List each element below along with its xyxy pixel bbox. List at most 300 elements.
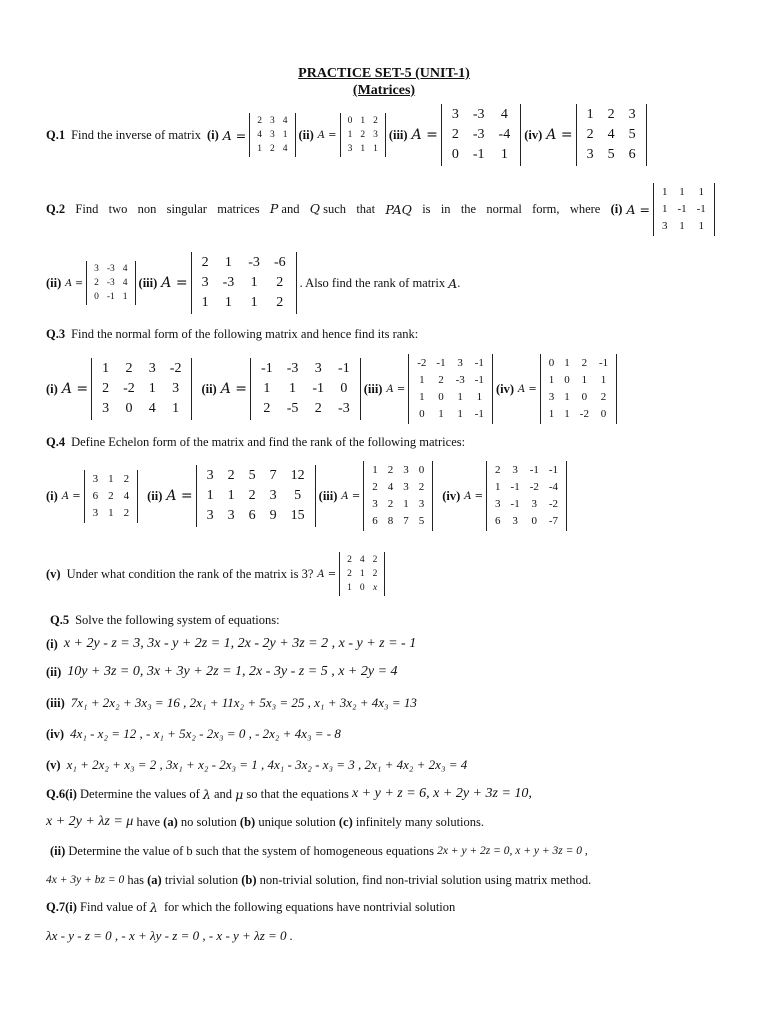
matrix-row (253, 128, 291, 142)
matrix-cell: 3 (347, 144, 353, 154)
q2-tail-var: A (448, 275, 458, 291)
matrix-cell: 3 (270, 116, 275, 126)
matrix-cell: -1 (312, 381, 325, 396)
matrix-cell: 1 (224, 255, 232, 270)
matrix-cell: 2 (438, 374, 444, 386)
matrix-cell: 3 (227, 508, 235, 523)
matrix-cell: 12 (290, 468, 305, 483)
matrix-cell: 3 (148, 361, 156, 376)
matrix-row (88, 505, 135, 522)
matrix-cell: 2 (451, 127, 459, 142)
matrix-cell: 2 (314, 401, 322, 416)
matrix-cell: 1 (373, 144, 378, 154)
q1-matrix (576, 104, 647, 166)
matrix-cell: 3 (92, 472, 99, 485)
q4-v-lhs: A = (317, 568, 337, 580)
q2-lhs: A = (65, 277, 84, 289)
matrix-cell: 1 (661, 202, 668, 215)
matrix-table (412, 355, 489, 423)
question-3-matrices (46, 350, 620, 428)
matrix-row (544, 372, 613, 389)
matrix-row (195, 273, 293, 293)
matrix-cell: -1 (474, 408, 484, 420)
matrix-cell: 2 (276, 275, 284, 290)
matrix-cell: 1 (495, 481, 501, 493)
q4-part-label: (iv) (442, 488, 461, 503)
matrix-table (254, 359, 357, 419)
q2-var-paq: PAQ (385, 201, 412, 217)
matrix-row (254, 399, 357, 419)
q1-text: Find the inverse of matrix (71, 127, 201, 142)
matrix-row (544, 406, 613, 423)
q2-word: Find (75, 201, 99, 216)
matrix-row (90, 290, 131, 304)
matrix-cell: 0 (94, 292, 99, 302)
matrix-cell: 4 (122, 264, 128, 274)
matrix-cell: 2 (248, 488, 256, 503)
q5-part-label: (iv) (46, 726, 65, 741)
q2-word: is (422, 201, 431, 216)
matrix-cell: -3 (106, 278, 115, 288)
matrix-cell: -1 (472, 147, 485, 162)
matrix-cell: 2 (270, 144, 275, 154)
matrix-cell: -1 (106, 292, 115, 302)
matrix-cell: 1 (564, 391, 570, 403)
matrix-cell: 2 (372, 555, 378, 565)
matrix-cell: 2 (607, 107, 615, 122)
matrix-cell: 4 (282, 144, 288, 154)
matrix-cell: -1 (677, 202, 687, 215)
q1-matrix (441, 104, 521, 166)
matrix-cell: 4 (500, 107, 508, 122)
matrix-cell: -1 (338, 361, 350, 376)
matrix-cell: 1 (698, 185, 704, 198)
matrix-cell: 3 (418, 498, 425, 510)
matrix-table (490, 462, 563, 530)
matrix-cell: 4 (387, 481, 394, 493)
matrix-row (90, 276, 131, 290)
matrix-cell: 2 (263, 401, 271, 416)
matrix-cell: -3 (286, 361, 299, 376)
matrix-cell: 3 (172, 381, 180, 396)
matrix-row (412, 389, 489, 406)
matrix-cell: 1 (457, 408, 463, 420)
q2-var-q: Q (309, 201, 320, 216)
matrix-cell: 3 (586, 147, 594, 162)
matrix-row (343, 567, 381, 581)
matrix-row (490, 462, 563, 479)
matrix-cell: -3 (338, 401, 350, 416)
matrix-cell: -1 (510, 481, 520, 493)
matrix-row (657, 201, 711, 218)
q3-part-label: (i) (46, 381, 58, 396)
matrix-cell: 2 (102, 381, 110, 396)
q7-lambda: λ (149, 899, 158, 915)
matrix-cell: -3 (248, 255, 260, 270)
matrix-row (657, 218, 711, 235)
matrix-cell: -2 (417, 357, 427, 369)
q4-number: Q.4 (46, 434, 66, 449)
q5-part-label: (ii) (46, 664, 62, 679)
matrix-row (580, 145, 643, 165)
matrix-cell: 1 (548, 374, 555, 386)
matrix-cell: 3 (512, 464, 518, 476)
matrix-cell: -2 (123, 381, 135, 396)
matrix-cell: 3 (206, 508, 214, 523)
q1-lhs: A = (222, 127, 247, 143)
matrix-cell: 2 (418, 481, 425, 493)
matrix-row (88, 471, 135, 488)
q2-lhs: A = (161, 275, 188, 291)
matrix-cell: -1 (696, 202, 706, 215)
matrix-cell: 1 (548, 408, 555, 420)
matrix-row (367, 496, 429, 513)
q3-lhs: A = (386, 383, 406, 395)
matrix-table (544, 355, 613, 423)
matrix-row (445, 125, 517, 145)
q3-lhs: A = (220, 381, 248, 397)
matrix-cell: 1 (500, 147, 508, 162)
matrix-table (445, 105, 517, 165)
matrix-row (90, 262, 131, 276)
q3-matrix (91, 358, 192, 420)
matrix-cell: 1 (564, 408, 570, 420)
q6-have: have (136, 814, 161, 829)
matrix-cell: 3 (548, 391, 555, 403)
matrix-cell: 7 (403, 515, 409, 527)
q6-mu: μ (235, 786, 244, 802)
matrix-row (95, 359, 188, 379)
q1-part-label: (iii) (388, 127, 408, 142)
matrix-cell: 6 (92, 489, 99, 502)
q1-lhs: A = (317, 129, 337, 141)
q5-equations: 4x₁ - x₂ = 12 , - x₁ + 5x₂ - 2x₃ = 0 , - 2x₂ + 4x₃ = - 8 (70, 726, 341, 741)
matrix-cell: 1 (102, 361, 110, 376)
q2-word: two (108, 201, 128, 216)
matrix-cell: 1 (257, 144, 262, 154)
q6-option-text: unique solution (258, 814, 336, 829)
q3-part-label: (iv) (495, 381, 514, 396)
matrix-cell: 2 (201, 255, 209, 270)
matrix-cell: -1 (510, 498, 520, 510)
matrix-cell: -1 (598, 357, 609, 369)
q6-option-label: (a) (163, 814, 178, 829)
matrix-cell: 2 (586, 127, 594, 142)
matrix-cell: 2 (257, 116, 262, 126)
q6-text: Determine the values of (80, 786, 200, 801)
q4-lhs: A = (61, 490, 81, 502)
matrix-cell: 3 (269, 488, 277, 503)
q3-text: Find the normal form of the following matrix and hence find its rank: (71, 326, 419, 341)
q2-tail: . Also find the rank of matrix (299, 275, 446, 290)
q5-text: Solve the following system of equations: (75, 612, 280, 627)
matrix-cell: 2 (360, 130, 366, 140)
q2-word: form, (532, 201, 560, 216)
q6-ii-equation: 4x + 3y + bz = 0 (46, 874, 125, 886)
q7-number: Q.7(i) (46, 899, 77, 914)
matrix-cell: 1 (457, 391, 463, 403)
q2-word: such (323, 202, 347, 216)
matrix-cell: 4 (282, 116, 288, 126)
matrix-cell: -4 (498, 127, 511, 142)
matrix-cell: 2 (495, 464, 501, 476)
matrix-cell: 0 (548, 357, 555, 369)
matrix-cell: 5 (248, 468, 256, 483)
matrix-cell: 1 (476, 391, 483, 403)
matrix-cell: 0 (418, 464, 425, 476)
matrix-cell: 1 (403, 498, 409, 510)
q3-part-label: (iii) (363, 381, 383, 396)
q1-matrix (249, 113, 295, 157)
q5-part (46, 756, 467, 774)
matrix-cell: 2 (581, 357, 588, 369)
matrix-cell: -2 (529, 481, 539, 493)
matrix-cell: 2 (373, 116, 378, 126)
matrix-cell: 3 (495, 498, 501, 510)
matrix-row (88, 488, 135, 505)
matrix-cell: 0 (564, 374, 570, 386)
question-3 (46, 326, 418, 342)
q2-tail-end: . (457, 275, 461, 290)
question-4-v (46, 544, 388, 604)
matrix-cell: 2 (276, 295, 284, 310)
q6-option-text: no solution (180, 814, 237, 829)
q1-lhs: A = (546, 127, 573, 143)
q2-word: and (281, 202, 300, 216)
matrix-cell: 1 (282, 130, 288, 140)
matrix-cell: 2 (123, 472, 130, 485)
q4-matrix (486, 461, 567, 531)
q4-lhs: A = (341, 490, 361, 502)
q6-ii-has: has (127, 872, 145, 887)
q4-text: Define Echelon form of the matrix and find the rank of the following matrices: (71, 434, 466, 449)
matrix-cell: 3 (372, 498, 378, 510)
matrix-row (200, 506, 312, 526)
matrix-row (580, 105, 643, 125)
q5-part (46, 694, 417, 712)
matrix-cell: 4 (122, 278, 128, 288)
matrix-cell: -4 (548, 481, 559, 493)
question-6-ii (50, 842, 588, 860)
matrix-cell: -2 (548, 498, 559, 510)
q7-text: Find value of (80, 899, 147, 914)
q5-equations: x + 2y - z = 3, 3x - y + 2z = 1, 2x - 2y + 3z = 2 , x - y + z = - 1 (63, 636, 417, 651)
matrix-cell: 0 (581, 391, 588, 403)
matrix-table (343, 553, 381, 595)
q4-part-label: (i) (46, 488, 58, 503)
q6-equations: x + y + z = 6, x + 2y + 3z = 10, (351, 786, 532, 801)
question-6 (46, 785, 532, 803)
question-2-cont (46, 250, 460, 316)
q2-number: Q.2 (46, 201, 66, 216)
matrix-cell: 6 (495, 515, 501, 527)
matrix-cell: -6 (273, 255, 286, 270)
matrix-cell: 0 (438, 391, 444, 403)
matrix-cell: 2 (123, 506, 130, 519)
q3-number: Q.3 (46, 326, 66, 341)
matrix-row (344, 114, 382, 128)
matrix-row (344, 142, 382, 156)
matrix-row (195, 293, 293, 313)
matrix-row (412, 406, 489, 423)
matrix-cell: 3 (314, 361, 322, 376)
q7-equations: λx - y - z = 0 , - x + λy - z = 0 , - x - y + λz = 0 . (46, 928, 294, 943)
matrix-cell: 2 (94, 278, 99, 288)
matrix-cell: 3 (403, 481, 409, 493)
matrix-cell: 5 (607, 147, 615, 162)
q1-number: Q.1 (46, 127, 66, 142)
matrix-table (367, 462, 429, 530)
matrix-row (344, 128, 382, 142)
matrix-cell: 3 (373, 130, 378, 140)
matrix-cell: 3 (451, 107, 459, 122)
matrix-cell: 1 (586, 107, 594, 122)
matrix-cell: -3 (106, 264, 115, 274)
matrix-cell: 1 (148, 381, 156, 396)
matrix-cell: -3 (455, 374, 465, 386)
matrix-table (580, 105, 643, 165)
matrix-table (657, 184, 711, 235)
q6-text: so that the equations (246, 786, 349, 801)
matrix-row (544, 355, 613, 372)
q6-ii-option-label: (b) (241, 872, 257, 887)
matrix-cell: 3 (92, 506, 99, 519)
matrix-row (343, 553, 381, 567)
page-title: PRACTICE SET-5 (UNIT-1) (298, 66, 470, 81)
matrix-cell: 2 (125, 361, 133, 376)
matrix-cell: 6 (372, 515, 378, 527)
q5-part-label: (i) (46, 636, 58, 651)
q4-lhs: A = (464, 490, 484, 502)
matrix-cell: -3 (222, 275, 235, 290)
matrix-row (412, 355, 489, 372)
matrix-cell: 1 (359, 569, 365, 579)
matrix-cell: 1 (360, 116, 366, 126)
matrix-cell: 1 (206, 488, 214, 503)
matrix-row (95, 399, 188, 419)
matrix-cell: 1 (679, 219, 685, 232)
matrix-cell: -3 (472, 127, 485, 142)
matrix-row (580, 125, 643, 145)
matrix-cell: 9 (269, 508, 277, 523)
q2-word: normal (486, 201, 522, 216)
matrix-cell: -1 (261, 361, 273, 376)
matrix-cell: 5 (628, 127, 636, 142)
matrix-cell: 3 (403, 464, 409, 476)
matrix-cell: 7 (269, 468, 277, 483)
matrix-cell: 2 (227, 468, 235, 483)
q6-ii-text: Determine the value of b such that the system of homogeneous equations (68, 843, 434, 858)
matrix-row (254, 359, 357, 379)
q2-word: matrices (217, 201, 260, 216)
matrix-cell: 3 (512, 515, 518, 527)
matrix-cell: 1 (108, 472, 114, 485)
matrix-row (200, 486, 312, 506)
matrix-cell: 1 (581, 374, 588, 386)
matrix-row (490, 496, 563, 513)
matrix-cell: 1 (372, 464, 378, 476)
question-2 (46, 180, 718, 238)
q6-and: and (213, 786, 233, 801)
matrix-row (544, 389, 613, 406)
matrix-row (195, 253, 293, 273)
matrix-cell: 2 (387, 498, 394, 510)
question-6-ii-cont (46, 871, 591, 889)
matrix-cell: 0 (419, 408, 425, 420)
matrix-cell: 4 (607, 127, 615, 142)
q2-word: the (460, 201, 477, 216)
matrix-cell: -1 (548, 464, 559, 476)
matrix-row (95, 379, 188, 399)
matrix-cell: 3 (628, 107, 636, 122)
matrix-cell: 15 (290, 508, 305, 523)
q2-lhs: A = (626, 201, 650, 217)
question-5 (50, 612, 280, 628)
matrix-cell: -1 (529, 464, 539, 476)
matrix-cell: 0 (125, 401, 133, 416)
matrix-table (344, 114, 382, 156)
question-1 (46, 103, 650, 167)
matrix-row (367, 462, 429, 479)
matrix-cell: 1 (227, 488, 235, 503)
matrix-cell: 3 (661, 219, 668, 232)
matrix-cell: 2 (347, 569, 352, 579)
q5-part-label: (iii) (46, 695, 65, 710)
matrix-cell: -5 (286, 401, 299, 416)
q5-part-label: (v) (46, 757, 61, 772)
matrix-cell: 0 (531, 515, 538, 527)
matrix-cell: 1 (250, 295, 258, 310)
matrix-row (412, 372, 489, 389)
q2-matrix (86, 261, 135, 305)
q3-part-label: (ii) (201, 381, 217, 396)
matrix-row (254, 379, 357, 399)
q5-equations: x₁ + 2x₂ + x₃ = 2 , 3x₁ + x₂ - 2x₃ = 1 , 4x₁ - 3x₂ - x₃ = 3 , 2x₁ + 4x₂ + 2x₃ = 4 (66, 757, 468, 772)
q6-ii-equations: 2x + y + 2z = 0, x + y + 3z = 0 , (437, 845, 588, 857)
q3-lhs: A = (518, 383, 537, 395)
q2-word: where (569, 201, 601, 216)
question-4-matrices (46, 457, 570, 535)
page-subtitle: (Matrices) (352, 83, 416, 98)
matrix-table (253, 114, 291, 156)
q2-part-label: (iii) (138, 275, 158, 290)
q3-matrix (408, 354, 493, 424)
q2-word: that (356, 201, 376, 216)
q6-ii-option-text: non-trivial solution, find non-trivial solution using matrix method. (259, 872, 592, 887)
question-7 (46, 898, 455, 916)
matrix-cell: 1 (347, 583, 352, 593)
matrix-cell: 4 (123, 489, 130, 502)
matrix-cell: 1 (438, 408, 444, 420)
matrix-cell: 1 (600, 374, 607, 386)
matrix-cell: 3 (270, 130, 275, 140)
matrix-cell: -7 (548, 515, 559, 527)
q4-v-matrix (339, 552, 385, 596)
matrix-row (445, 105, 517, 125)
question-4 (46, 434, 465, 450)
q1-part-label: (iv) (524, 127, 543, 142)
matrix-cell: 3 (457, 357, 463, 369)
matrix-cell: 2 (347, 555, 352, 565)
matrix-row (343, 581, 381, 595)
matrix-row (445, 145, 517, 165)
q6-ii-option-text: trivial solution (164, 872, 239, 887)
matrix-cell: 1 (172, 401, 180, 416)
matrix-cell: 6 (628, 147, 636, 162)
matrix-row (490, 513, 563, 530)
matrix-cell: 2 (108, 489, 114, 502)
q6-ii-label: (ii) (50, 843, 66, 858)
